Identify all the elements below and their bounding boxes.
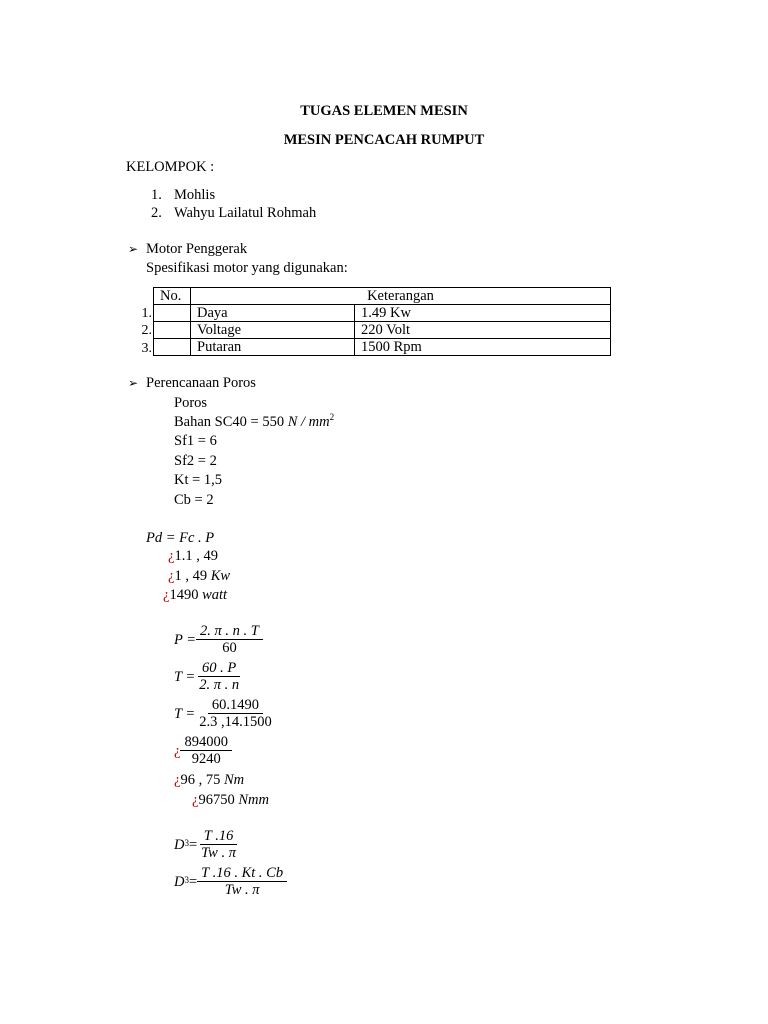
table-row xyxy=(154,322,611,339)
kelompok-label: KELOMPOK : xyxy=(126,159,215,175)
doc-subtitle: MESIN PENCACAH RUMPUT xyxy=(283,132,485,148)
formula-t2 xyxy=(174,698,276,731)
formula-d3-1 xyxy=(174,829,240,862)
table-row xyxy=(154,339,611,356)
fraction xyxy=(180,735,232,768)
member-name: Mohlis xyxy=(174,187,216,203)
inverted-question-glyph: ¿ xyxy=(163,587,170,603)
inverted-question-glyph: ¿ xyxy=(168,548,175,564)
section-heading-motor: Motor Penggerak xyxy=(146,241,248,257)
formula-p xyxy=(174,624,263,657)
poros-label: Poros xyxy=(174,395,208,411)
table-cell xyxy=(154,305,191,322)
bahan-exponent: 2 xyxy=(329,412,335,422)
formula-lhs: T = xyxy=(174,706,196,723)
fraction-denominator: Tw . π xyxy=(201,845,236,862)
inverted-question-glyph: ¿ xyxy=(174,743,181,760)
fraction-numerator: 60 . P xyxy=(198,661,240,677)
t-value-nmm: 96750 xyxy=(198,792,235,808)
motor-spec-table xyxy=(153,287,611,356)
doc-title: TUGAS ELEMEN MESIN xyxy=(300,103,468,119)
formula-lhs: D xyxy=(174,874,185,891)
member-name: Wahyu Lailatul Rohmah xyxy=(174,205,317,221)
pd-value-3: 1490 xyxy=(169,587,199,603)
equals-sign: = xyxy=(188,874,198,891)
bullet-arrow-icon: ➢ xyxy=(128,376,139,390)
formula-exponent: 3 xyxy=(184,837,189,848)
pd-unit-3: watt xyxy=(202,587,228,603)
bullet-arrow-icon: ➢ xyxy=(128,242,139,256)
fraction-denominator: 9240 xyxy=(191,751,221,768)
pd-value-2: 1 , 49 xyxy=(174,568,208,584)
bahan-unit: N / mm xyxy=(287,414,330,430)
fraction xyxy=(196,624,263,657)
kt-line: Kt = 1,5 xyxy=(174,472,223,488)
equals-sign: = xyxy=(188,837,198,854)
formula-d3-2 xyxy=(174,866,287,899)
table-row-number: 2. xyxy=(141,323,152,338)
fraction-denominator: 60 xyxy=(222,640,237,657)
fraction-numerator: T .16 . Kt . Cb xyxy=(197,866,287,882)
sf2-line: Sf2 = 2 xyxy=(174,453,217,469)
table-cell-name: Voltage xyxy=(191,322,355,339)
formula-lhs: D xyxy=(174,837,185,854)
fraction xyxy=(197,829,240,862)
formula-lhs: P = xyxy=(174,632,197,649)
bahan-value: 550 xyxy=(262,414,285,430)
table-cell-value: 1.49 Kw xyxy=(355,305,611,322)
sf1-line: Sf1 = 6 xyxy=(174,433,217,449)
formula-lhs: T = xyxy=(174,669,196,686)
inverted-question-glyph: ¿ xyxy=(168,568,175,584)
table-cell xyxy=(154,339,191,356)
bahan-line xyxy=(174,412,335,430)
table-cell-value: 220 Volt xyxy=(355,322,611,339)
fraction-denominator: 2.3 ,14.1500 xyxy=(199,714,272,731)
fraction-denominator: Tw . π xyxy=(224,882,260,899)
section-intro: Spesifikasi motor yang digunakan: xyxy=(146,260,348,276)
t-unit-nmm: Nmm xyxy=(238,792,269,808)
table-header-no: No. xyxy=(154,288,191,305)
pd-equation: Pd = Fc . P xyxy=(146,530,215,546)
member-number: 1. xyxy=(151,187,162,203)
table-row xyxy=(154,305,611,322)
t-result-nmm xyxy=(192,793,269,808)
fraction xyxy=(195,698,276,731)
t-value-nm: 96 , 75 xyxy=(180,772,221,788)
pd-value-1: 1.1 , 49 xyxy=(174,548,218,564)
t-result-nm xyxy=(174,773,244,788)
table-cell xyxy=(154,322,191,339)
fraction xyxy=(195,661,243,694)
table-row-number: 1. xyxy=(141,306,152,321)
cb-line: Cb = 2 xyxy=(174,492,214,508)
inverted-question-glyph: ¿ xyxy=(192,792,199,808)
fraction xyxy=(197,866,287,899)
pd-unit-2: Kw xyxy=(210,568,231,584)
table-row-number: 3. xyxy=(141,341,152,356)
formula-t1 xyxy=(174,661,243,694)
pd-line-1 xyxy=(168,549,218,564)
section-heading-poros: Perencanaan Poros xyxy=(146,375,256,391)
table-header-keterangan: Keterangan xyxy=(191,288,611,305)
table-header-row xyxy=(154,288,611,305)
pd-line-2 xyxy=(168,569,230,584)
pd-line-3 xyxy=(163,588,227,603)
bahan-label: Bahan SC40 = xyxy=(174,414,259,430)
table-cell-value: 1500 Rpm xyxy=(355,339,611,356)
formula-exponent: 3 xyxy=(184,874,189,885)
fraction-numerator: 894000 xyxy=(180,735,232,751)
fraction-numerator: 2. π . n . T xyxy=(196,624,263,640)
formula-t3 xyxy=(174,735,232,768)
fraction-numerator: 60.1490 xyxy=(208,698,263,714)
fraction-denominator: 2. π . n xyxy=(199,677,240,694)
t-unit-nm: Nm xyxy=(223,772,245,788)
table-cell-name: Daya xyxy=(191,305,355,322)
inverted-question-glyph: ¿ xyxy=(174,772,181,788)
table-cell-name: Putaran xyxy=(191,339,355,356)
member-number: 2. xyxy=(151,205,162,221)
fraction-numerator: T .16 xyxy=(200,829,238,845)
